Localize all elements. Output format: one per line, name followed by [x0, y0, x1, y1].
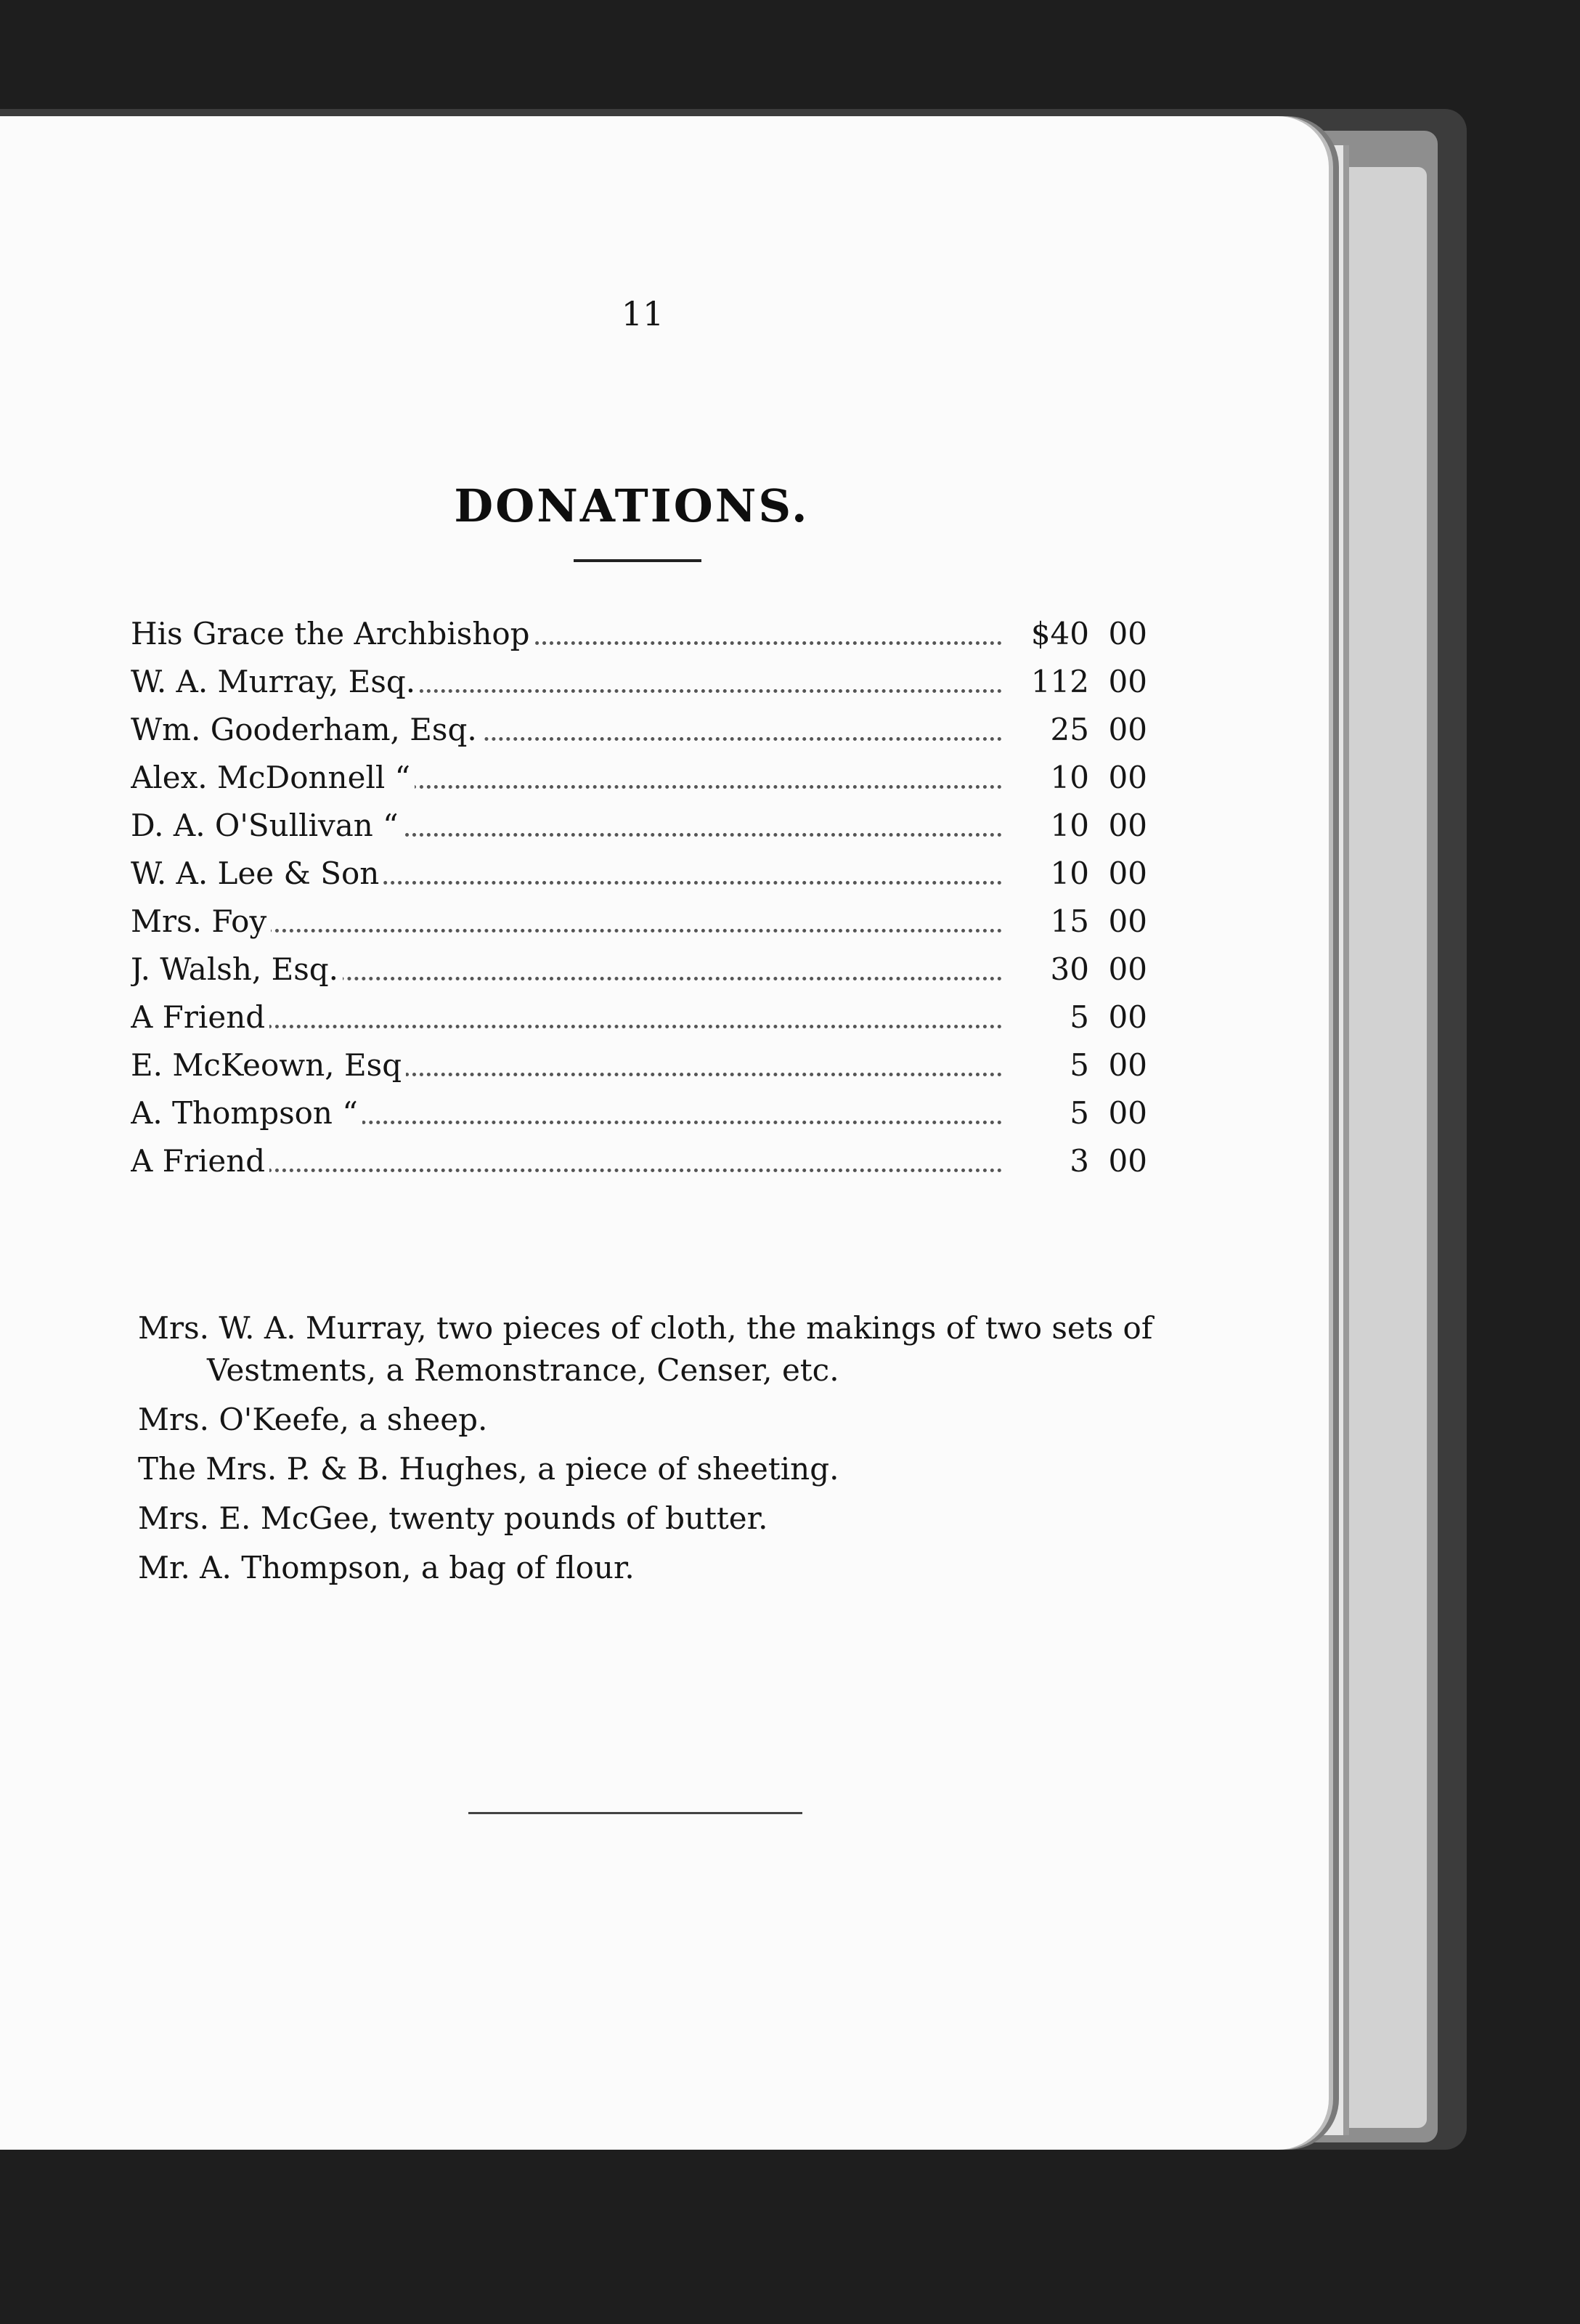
donation-amount — [1009, 898, 1147, 946]
donation-row — [131, 898, 1147, 946]
gift-entry: Mrs. O'Keefe, a sheep. — [138, 1402, 488, 1437]
heading-rule — [574, 559, 701, 562]
amount-dollars: 5 — [1070, 1095, 1089, 1131]
donation-amount — [1009, 850, 1147, 898]
amount-cents: 00 — [1108, 856, 1147, 891]
donor-name: W. A. Lee & Son — [131, 850, 383, 898]
donation-row — [131, 658, 1147, 706]
amount-dollars: 5 — [1070, 1047, 1089, 1083]
amount-cents: 00 — [1108, 664, 1147, 699]
page-number: 11 — [621, 294, 664, 333]
gift-entry: The Mrs. P. & B. Hughes, a piece of sheeting. — [138, 1451, 839, 1487]
amount-cents: 00 — [1108, 808, 1147, 843]
donation-amount — [1009, 802, 1147, 850]
donation-row — [131, 1137, 1147, 1185]
donation-row — [131, 946, 1147, 994]
amount-dollars: 10 — [1050, 808, 1089, 843]
donation-amount — [1009, 1041, 1147, 1089]
donation-row — [131, 706, 1147, 754]
donation-amount — [1009, 1137, 1147, 1185]
amount-cents: 00 — [1108, 999, 1147, 1035]
amount-cents: 00 — [1108, 1143, 1147, 1179]
donor-name: Mrs. Foy — [131, 898, 271, 946]
amount-dollars: 112 — [1030, 664, 1089, 699]
amount-dollars: 15 — [1050, 903, 1089, 939]
amount-dollars: 10 — [1050, 856, 1089, 891]
gift-entry: Mrs. W. A. Murray, two pieces of cloth, the makings of two sets of Vestments, a Remonstrance, Censer, etc. — [138, 1310, 1153, 1388]
donation-row — [131, 850, 1147, 898]
amount-cents: 00 — [1108, 616, 1147, 651]
donation-row — [131, 1041, 1147, 1089]
amount-cents: 00 — [1108, 951, 1147, 987]
donor-name: A. Thompson “ — [131, 1089, 362, 1137]
donor-name: W. A. Murray, Esq. — [131, 658, 420, 706]
donation-row — [131, 994, 1147, 1041]
end-rule — [468, 1812, 802, 1814]
donation-row — [131, 754, 1147, 802]
donor-name: A Friend — [131, 994, 269, 1041]
amount-dollars: 5 — [1070, 999, 1089, 1035]
donation-amount — [1009, 610, 1147, 658]
gift-entry: Mr. A. Thompson, a bag of flour. — [138, 1550, 635, 1585]
donation-amount — [1009, 1089, 1147, 1137]
amount-cents: 00 — [1108, 903, 1147, 939]
amount-dollars: 3 — [1070, 1143, 1089, 1179]
donation-list — [131, 610, 1147, 1185]
donation-amount — [1009, 994, 1147, 1041]
donor-name: Alex. McDonnell “ — [131, 754, 415, 802]
donation-row — [131, 802, 1147, 850]
amount-dollars: 10 — [1050, 760, 1089, 795]
amount-dollars: 25 — [1050, 712, 1089, 747]
donor-name: E. McKeown, Esq — [131, 1041, 406, 1089]
amount-dollars: 30 — [1050, 951, 1089, 987]
amount-cents: 00 — [1108, 1095, 1147, 1131]
gift-list — [138, 1307, 1169, 1596]
book-page — [0, 116, 1329, 2150]
donation-amount — [1009, 754, 1147, 802]
donor-name: Wm. Gooderham, Esq. — [131, 706, 481, 754]
donation-amount — [1009, 706, 1147, 754]
amount-cents: 00 — [1108, 712, 1147, 747]
donor-name: D. A. O'Sullivan “ — [131, 802, 403, 850]
amount-dollars: $40 — [1030, 616, 1089, 651]
gift-entry: Mrs. E. McGee, twenty pounds of butter. — [138, 1500, 768, 1536]
donation-amount — [1009, 658, 1147, 706]
donor-name: A Friend — [131, 1137, 269, 1185]
donation-amount — [1009, 946, 1147, 994]
donor-name: J. Walsh, Esq. — [131, 946, 343, 994]
amount-cents: 00 — [1108, 760, 1147, 795]
donor-name: His Grace the Archbishop — [131, 610, 534, 658]
donation-row — [131, 610, 1147, 658]
donation-row — [131, 1089, 1147, 1137]
page-heading: DONATIONS. — [454, 479, 810, 532]
amount-cents: 00 — [1108, 1047, 1147, 1083]
